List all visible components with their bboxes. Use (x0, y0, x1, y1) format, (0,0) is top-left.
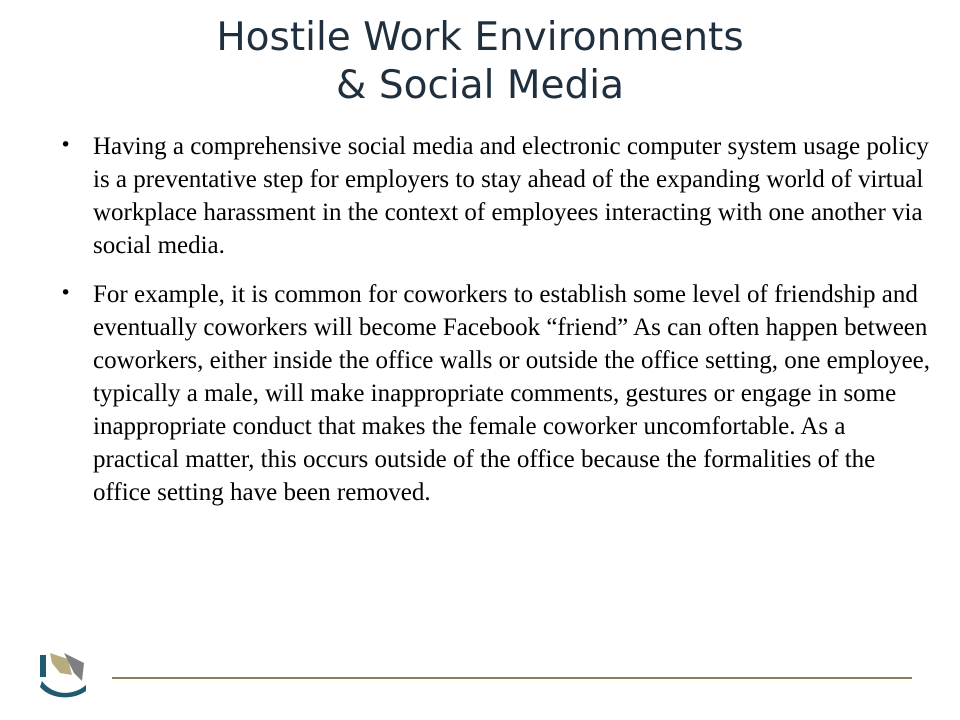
logo-teal-swoosh (40, 681, 86, 697)
slide-title-line-2: & Social Media (336, 62, 624, 108)
bullet-item (60, 278, 932, 509)
bullet-marker: • (60, 282, 72, 304)
organization-logo-icon (38, 651, 88, 699)
bullet-text: Having a comprehensive social media and electronic computer system usage policy is a preventative step for employers to stay ahead of the expanding world of virtual workplace harassment in the context of employees interacting with one another via social media. (93, 133, 929, 259)
bullet-text: For example, it is common for coworkers to establish some level of friendship and eventually coworkers will become Facebook “friend” As can often happen between coworkers, either inside the office walls or outside the office setting, one employee, typically a male, will make inappropriate comments, gestures or engage in some inappropriate conduct that makes the female coworker uncomfortable. As a practical matter, this occurs outside of the office because the formalities of the office setting have been removed. (93, 281, 931, 506)
footer-rule (112, 677, 912, 679)
bullet-list (60, 130, 932, 525)
bullet-item (60, 130, 932, 262)
slide-title-line-1: Hostile Work Environments (216, 15, 744, 60)
slide-title (80, 14, 880, 109)
logo-teal-bar (40, 655, 46, 677)
bullet-marker: • (60, 134, 72, 156)
